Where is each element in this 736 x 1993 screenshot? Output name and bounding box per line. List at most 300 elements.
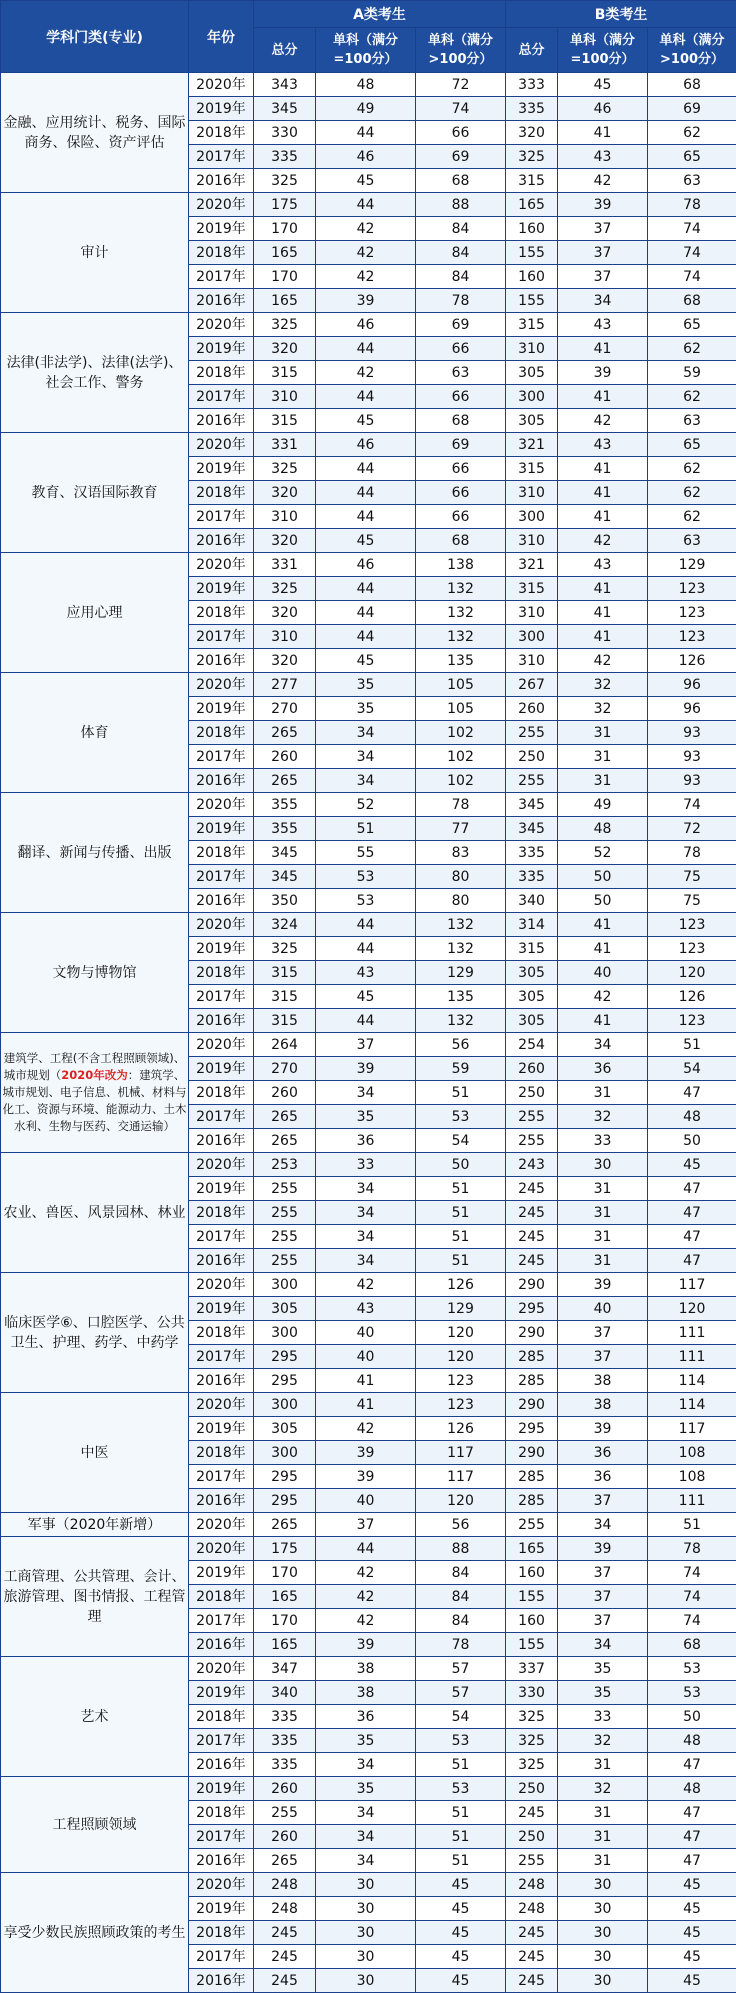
a-single-le-cell: 36 — [316, 1705, 416, 1729]
b-single-le-cell: 42 — [558, 409, 648, 433]
year-cell: 2017年 — [189, 1729, 254, 1753]
a-single-le-cell: 35 — [316, 673, 416, 697]
b-single-gt-cell: 47 — [648, 1225, 736, 1249]
a-single-le-cell: 46 — [316, 553, 416, 577]
year-cell: 2016年 — [189, 529, 254, 553]
b-single-le-cell: 40 — [558, 1297, 648, 1321]
year-cell: 2019年 — [189, 697, 254, 721]
a-total-cell: 325 — [254, 577, 316, 601]
b-single-gt-cell: 111 — [648, 1489, 736, 1513]
a-single-le-cell: 45 — [316, 649, 416, 673]
b-single-le-cell: 39 — [558, 1537, 648, 1561]
table-row — [1, 1777, 736, 1801]
b-single-gt-cell: 74 — [648, 793, 736, 817]
table-row — [1, 1537, 736, 1561]
b-single-gt-cell: 65 — [648, 313, 736, 337]
a-single-gt-cell: 66 — [416, 385, 506, 409]
b-total-cell: 245 — [506, 1177, 558, 1201]
b-single-gt-cell: 78 — [648, 841, 736, 865]
table-row — [1, 1513, 736, 1537]
b-single-gt-cell: 111 — [648, 1321, 736, 1345]
a-single-le-cell: 30 — [316, 1969, 416, 1993]
a-total-cell: 175 — [254, 1537, 316, 1561]
b-total-cell: 250 — [506, 745, 558, 769]
b-total-cell: 345 — [506, 817, 558, 841]
b-total-cell: 315 — [506, 313, 558, 337]
b-single-le-cell: 31 — [558, 1225, 648, 1249]
a-single-gt-cell: 83 — [416, 841, 506, 865]
category-cell: 审计 — [1, 193, 189, 313]
a-single-gt-cell: 53 — [416, 1105, 506, 1129]
year-cell: 2020年 — [189, 913, 254, 937]
year-cell: 2019年 — [189, 577, 254, 601]
a-total-cell: 264 — [254, 1033, 316, 1057]
a-single-le-cell: 43 — [316, 961, 416, 985]
a-single-le-cell: 42 — [316, 265, 416, 289]
b-single-gt-cell: 123 — [648, 577, 736, 601]
a-single-gt-cell: 45 — [416, 1945, 506, 1969]
a-single-le-cell: 44 — [316, 337, 416, 361]
a-total-cell: 324 — [254, 913, 316, 937]
a-single-le-cell: 34 — [316, 1225, 416, 1249]
b-total-cell: 290 — [506, 1321, 558, 1345]
b-total-cell: 337 — [506, 1657, 558, 1681]
b-single-le-cell: 49 — [558, 793, 648, 817]
header-b-single-le: 单科（满分=100分） — [558, 28, 648, 73]
b-single-gt-cell: 96 — [648, 673, 736, 697]
b-single-le-cell: 32 — [558, 673, 648, 697]
b-single-gt-cell: 63 — [648, 529, 736, 553]
a-single-gt-cell: 59 — [416, 1057, 506, 1081]
b-single-gt-cell: 108 — [648, 1441, 736, 1465]
b-total-cell: 335 — [506, 865, 558, 889]
a-total-cell: 295 — [254, 1345, 316, 1369]
a-single-le-cell: 46 — [316, 433, 416, 457]
b-total-cell: 310 — [506, 529, 558, 553]
b-single-gt-cell: 62 — [648, 505, 736, 529]
b-total-cell: 250 — [506, 1777, 558, 1801]
table-row — [1, 73, 736, 97]
a-total-cell: 320 — [254, 337, 316, 361]
year-cell: 2020年 — [189, 1657, 254, 1681]
table-row — [1, 193, 736, 217]
category-cell: 教育、汉语国际教育 — [1, 433, 189, 553]
year-cell: 2016年 — [189, 1129, 254, 1153]
year-cell: 2020年 — [189, 673, 254, 697]
b-total-cell: 305 — [506, 361, 558, 385]
a-single-le-cell: 36 — [316, 1129, 416, 1153]
a-single-gt-cell: 45 — [416, 1873, 506, 1897]
a-single-gt-cell: 84 — [416, 241, 506, 265]
b-total-cell: 285 — [506, 1369, 558, 1393]
b-single-le-cell: 31 — [558, 1849, 648, 1873]
a-single-le-cell: 42 — [316, 1561, 416, 1585]
a-single-le-cell: 45 — [316, 169, 416, 193]
a-total-cell: 270 — [254, 1057, 316, 1081]
a-total-cell: 330 — [254, 121, 316, 145]
b-single-le-cell: 39 — [558, 193, 648, 217]
year-cell: 2018年 — [189, 1201, 254, 1225]
a-single-gt-cell: 56 — [416, 1033, 506, 1057]
a-total-cell: 255 — [254, 1201, 316, 1225]
b-total-cell: 290 — [506, 1273, 558, 1297]
a-total-cell: 260 — [254, 1081, 316, 1105]
b-total-cell: 165 — [506, 193, 558, 217]
b-single-le-cell: 31 — [558, 769, 648, 793]
a-total-cell: 255 — [254, 1801, 316, 1825]
a-single-le-cell: 42 — [316, 1417, 416, 1441]
a-single-le-cell: 51 — [316, 817, 416, 841]
b-single-le-cell: 37 — [558, 1489, 648, 1513]
b-single-le-cell: 39 — [558, 1417, 648, 1441]
year-cell: 2016年 — [189, 649, 254, 673]
header-a-single-le: 单科（满分=100分） — [316, 28, 416, 73]
a-total-cell: 315 — [254, 961, 316, 985]
a-single-gt-cell: 51 — [416, 1201, 506, 1225]
a-total-cell: 265 — [254, 721, 316, 745]
a-single-gt-cell: 68 — [416, 169, 506, 193]
a-total-cell: 315 — [254, 1009, 316, 1033]
b-single-le-cell: 32 — [558, 1729, 648, 1753]
b-total-cell: 305 — [506, 409, 558, 433]
b-single-le-cell: 37 — [558, 1609, 648, 1633]
a-single-gt-cell: 68 — [416, 529, 506, 553]
b-total-cell: 160 — [506, 265, 558, 289]
b-single-le-cell: 37 — [558, 1345, 648, 1369]
a-single-gt-cell: 105 — [416, 697, 506, 721]
category-cell — [1, 1033, 189, 1153]
b-single-le-cell: 34 — [558, 1513, 648, 1537]
b-total-cell: 333 — [506, 73, 558, 97]
b-single-gt-cell: 53 — [648, 1681, 736, 1705]
a-total-cell: 355 — [254, 817, 316, 841]
a-total-cell: 300 — [254, 1393, 316, 1417]
header-group-a: A类考生 — [254, 1, 506, 28]
b-total-cell: 330 — [506, 1681, 558, 1705]
year-cell: 2019年 — [189, 817, 254, 841]
a-single-le-cell: 35 — [316, 1729, 416, 1753]
a-single-gt-cell: 63 — [416, 361, 506, 385]
b-total-cell: 315 — [506, 577, 558, 601]
a-single-le-cell: 37 — [316, 1033, 416, 1057]
a-total-cell: 343 — [254, 73, 316, 97]
a-single-gt-cell: 129 — [416, 961, 506, 985]
year-cell: 2020年 — [189, 73, 254, 97]
a-single-le-cell: 38 — [316, 1657, 416, 1681]
a-single-gt-cell: 51 — [416, 1225, 506, 1249]
a-single-le-cell: 41 — [316, 1369, 416, 1393]
b-single-gt-cell: 123 — [648, 625, 736, 649]
category-cell: 享受少数民族照顾政策的考生 — [1, 1873, 189, 1993]
a-total-cell: 315 — [254, 361, 316, 385]
a-single-gt-cell: 72 — [416, 73, 506, 97]
b-single-le-cell: 42 — [558, 529, 648, 553]
a-single-le-cell: 39 — [316, 1465, 416, 1489]
a-single-le-cell: 34 — [316, 1201, 416, 1225]
b-single-le-cell: 31 — [558, 1249, 648, 1273]
a-total-cell: 260 — [254, 1777, 316, 1801]
year-cell: 2018年 — [189, 361, 254, 385]
year-cell: 2017年 — [189, 985, 254, 1009]
category-text: 建筑学、工程(不含工程照顾领域)、城市规划（ — [3, 1051, 186, 1082]
a-single-le-cell: 34 — [316, 1801, 416, 1825]
b-single-le-cell: 39 — [558, 361, 648, 385]
b-single-le-cell: 33 — [558, 1705, 648, 1729]
a-single-gt-cell: 84 — [416, 217, 506, 241]
table-row — [1, 1393, 736, 1417]
a-single-gt-cell: 78 — [416, 793, 506, 817]
b-total-cell: 267 — [506, 673, 558, 697]
a-single-gt-cell: 102 — [416, 769, 506, 793]
a-single-le-cell: 48 — [316, 73, 416, 97]
a-total-cell: 265 — [254, 1513, 316, 1537]
category-cell: 金融、应用统计、税务、国际商务、保险、资产评估 — [1, 73, 189, 193]
table-row — [1, 1033, 736, 1057]
a-total-cell: 265 — [254, 1849, 316, 1873]
year-cell: 2016年 — [189, 1633, 254, 1657]
b-single-le-cell: 37 — [558, 1321, 648, 1345]
a-total-cell: 335 — [254, 1705, 316, 1729]
a-single-gt-cell: 123 — [416, 1393, 506, 1417]
b-single-le-cell: 37 — [558, 217, 648, 241]
b-single-gt-cell: 78 — [648, 193, 736, 217]
b-total-cell: 243 — [506, 1153, 558, 1177]
b-single-le-cell: 48 — [558, 817, 648, 841]
year-cell: 2020年 — [189, 433, 254, 457]
a-single-gt-cell: 135 — [416, 985, 506, 1009]
category-cell: 工程照顾领域 — [1, 1777, 189, 1873]
a-single-gt-cell: 117 — [416, 1441, 506, 1465]
b-total-cell: 255 — [506, 1105, 558, 1129]
a-total-cell: 325 — [254, 169, 316, 193]
a-single-gt-cell: 132 — [416, 577, 506, 601]
category-cell: 法律(非法学)、法律(法学)、社会工作、警务 — [1, 313, 189, 433]
a-single-gt-cell: 66 — [416, 337, 506, 361]
year-cell: 2020年 — [189, 553, 254, 577]
b-single-gt-cell: 48 — [648, 1777, 736, 1801]
table-body — [1, 73, 736, 1993]
b-single-gt-cell: 62 — [648, 337, 736, 361]
a-single-gt-cell: 84 — [416, 1561, 506, 1585]
b-single-gt-cell: 65 — [648, 145, 736, 169]
year-cell: 2019年 — [189, 1057, 254, 1081]
b-total-cell: 285 — [506, 1345, 558, 1369]
year-cell: 2020年 — [189, 1273, 254, 1297]
a-total-cell: 325 — [254, 313, 316, 337]
b-single-gt-cell: 62 — [648, 457, 736, 481]
b-single-gt-cell: 74 — [648, 241, 736, 265]
a-single-gt-cell: 66 — [416, 481, 506, 505]
a-single-le-cell: 45 — [316, 985, 416, 1009]
b-total-cell: 260 — [506, 1057, 558, 1081]
a-single-gt-cell: 53 — [416, 1729, 506, 1753]
b-single-le-cell: 31 — [558, 1825, 648, 1849]
a-single-gt-cell: 74 — [416, 97, 506, 121]
year-cell: 2020年 — [189, 1033, 254, 1057]
b-single-le-cell: 43 — [558, 313, 648, 337]
b-single-le-cell: 37 — [558, 1561, 648, 1585]
a-total-cell: 255 — [254, 1225, 316, 1249]
a-total-cell: 305 — [254, 1417, 316, 1441]
b-single-gt-cell: 74 — [648, 265, 736, 289]
b-single-gt-cell: 123 — [648, 913, 736, 937]
b-single-gt-cell: 63 — [648, 409, 736, 433]
a-single-gt-cell: 77 — [416, 817, 506, 841]
header-b-single-gt: 单科（满分>100分） — [648, 28, 736, 73]
a-single-gt-cell: 51 — [416, 1753, 506, 1777]
year-cell: 2018年 — [189, 1921, 254, 1945]
year-cell: 2017年 — [189, 1225, 254, 1249]
year-cell: 2019年 — [189, 1897, 254, 1921]
b-single-le-cell: 30 — [558, 1873, 648, 1897]
year-cell: 2020年 — [189, 793, 254, 817]
a-total-cell: 295 — [254, 1489, 316, 1513]
b-single-gt-cell: 47 — [648, 1249, 736, 1273]
a-total-cell: 253 — [254, 1153, 316, 1177]
a-single-gt-cell: 102 — [416, 721, 506, 745]
year-cell: 2018年 — [189, 1585, 254, 1609]
a-single-le-cell: 41 — [316, 1393, 416, 1417]
b-single-gt-cell: 74 — [648, 1609, 736, 1633]
b-single-le-cell: 41 — [558, 601, 648, 625]
b-total-cell: 295 — [506, 1417, 558, 1441]
a-total-cell: 277 — [254, 673, 316, 697]
a-single-le-cell: 55 — [316, 841, 416, 865]
b-single-gt-cell: 65 — [648, 433, 736, 457]
year-cell: 2019年 — [189, 937, 254, 961]
b-single-gt-cell: 68 — [648, 1633, 736, 1657]
b-single-gt-cell: 74 — [648, 1585, 736, 1609]
b-total-cell: 305 — [506, 985, 558, 1009]
a-single-gt-cell: 126 — [416, 1273, 506, 1297]
b-single-gt-cell: 51 — [648, 1513, 736, 1537]
b-single-gt-cell: 50 — [648, 1129, 736, 1153]
category-cell: 文物与博物馆 — [1, 913, 189, 1033]
b-single-gt-cell: 114 — [648, 1393, 736, 1417]
b-single-gt-cell: 48 — [648, 1105, 736, 1129]
b-total-cell: 295 — [506, 1297, 558, 1321]
b-total-cell: 160 — [506, 1561, 558, 1585]
a-single-le-cell: 30 — [316, 1897, 416, 1921]
b-total-cell: 315 — [506, 457, 558, 481]
table-row — [1, 673, 736, 697]
b-total-cell: 155 — [506, 289, 558, 313]
a-total-cell: 310 — [254, 625, 316, 649]
year-cell: 2017年 — [189, 385, 254, 409]
year-cell: 2019年 — [189, 1177, 254, 1201]
b-single-le-cell: 42 — [558, 169, 648, 193]
b-single-gt-cell: 93 — [648, 745, 736, 769]
a-single-le-cell: 46 — [316, 313, 416, 337]
b-single-gt-cell: 48 — [648, 1729, 736, 1753]
b-single-le-cell: 42 — [558, 985, 648, 1009]
b-total-cell: 335 — [506, 841, 558, 865]
b-single-gt-cell: 117 — [648, 1273, 736, 1297]
b-single-gt-cell: 74 — [648, 1561, 736, 1585]
a-single-le-cell: 53 — [316, 865, 416, 889]
year-cell: 2019年 — [189, 1777, 254, 1801]
year-cell: 2019年 — [189, 1681, 254, 1705]
a-total-cell: 310 — [254, 505, 316, 529]
b-single-gt-cell: 45 — [648, 1945, 736, 1969]
b-total-cell: 260 — [506, 697, 558, 721]
a-single-gt-cell: 51 — [416, 1081, 506, 1105]
a-single-gt-cell: 57 — [416, 1681, 506, 1705]
a-single-gt-cell: 69 — [416, 313, 506, 337]
b-total-cell: 305 — [506, 1009, 558, 1033]
b-single-le-cell: 30 — [558, 1153, 648, 1177]
year-cell: 2018年 — [189, 1705, 254, 1729]
year-cell: 2018年 — [189, 1081, 254, 1105]
a-single-le-cell: 44 — [316, 913, 416, 937]
b-single-gt-cell: 75 — [648, 889, 736, 913]
a-single-le-cell: 34 — [316, 1849, 416, 1873]
b-total-cell: 310 — [506, 601, 558, 625]
a-single-gt-cell: 51 — [416, 1249, 506, 1273]
a-single-le-cell: 44 — [316, 577, 416, 601]
b-single-le-cell: 41 — [558, 1009, 648, 1033]
b-total-cell: 325 — [506, 1705, 558, 1729]
year-cell: 2019年 — [189, 217, 254, 241]
b-single-le-cell: 41 — [558, 505, 648, 529]
b-single-gt-cell: 123 — [648, 601, 736, 625]
a-total-cell: 325 — [254, 937, 316, 961]
a-single-gt-cell: 84 — [416, 265, 506, 289]
a-total-cell: 320 — [254, 601, 316, 625]
a-total-cell: 335 — [254, 145, 316, 169]
a-single-le-cell: 34 — [316, 1753, 416, 1777]
year-cell: 2019年 — [189, 337, 254, 361]
table-row — [1, 793, 736, 817]
a-single-le-cell: 37 — [316, 1513, 416, 1537]
a-single-gt-cell: 57 — [416, 1657, 506, 1681]
category-cell: 艺术 — [1, 1657, 189, 1777]
b-single-le-cell: 38 — [558, 1369, 648, 1393]
year-cell: 2017年 — [189, 1105, 254, 1129]
year-cell: 2016年 — [189, 1369, 254, 1393]
year-cell: 2017年 — [189, 505, 254, 529]
a-total-cell: 170 — [254, 217, 316, 241]
a-single-le-cell: 40 — [316, 1345, 416, 1369]
a-total-cell: 245 — [254, 1945, 316, 1969]
a-single-gt-cell: 138 — [416, 553, 506, 577]
b-total-cell: 314 — [506, 913, 558, 937]
b-single-gt-cell: 51 — [648, 1033, 736, 1057]
a-single-le-cell: 44 — [316, 601, 416, 625]
a-total-cell: 320 — [254, 649, 316, 673]
a-total-cell: 265 — [254, 1129, 316, 1153]
a-single-gt-cell: 51 — [416, 1801, 506, 1825]
b-total-cell: 310 — [506, 649, 558, 673]
a-single-le-cell: 42 — [316, 361, 416, 385]
table-row — [1, 1273, 736, 1297]
year-cell: 2017年 — [189, 1825, 254, 1849]
b-total-cell: 310 — [506, 337, 558, 361]
a-single-le-cell: 44 — [316, 625, 416, 649]
b-total-cell: 321 — [506, 433, 558, 457]
b-single-le-cell: 35 — [558, 1657, 648, 1681]
b-total-cell: 325 — [506, 1753, 558, 1777]
b-single-gt-cell: 63 — [648, 169, 736, 193]
a-single-le-cell: 42 — [316, 1273, 416, 1297]
a-single-gt-cell: 66 — [416, 457, 506, 481]
year-cell: 2017年 — [189, 865, 254, 889]
a-single-gt-cell: 51 — [416, 1177, 506, 1201]
a-single-le-cell: 35 — [316, 1105, 416, 1129]
a-total-cell: 310 — [254, 385, 316, 409]
b-single-le-cell: 43 — [558, 433, 648, 457]
a-single-le-cell: 30 — [316, 1945, 416, 1969]
